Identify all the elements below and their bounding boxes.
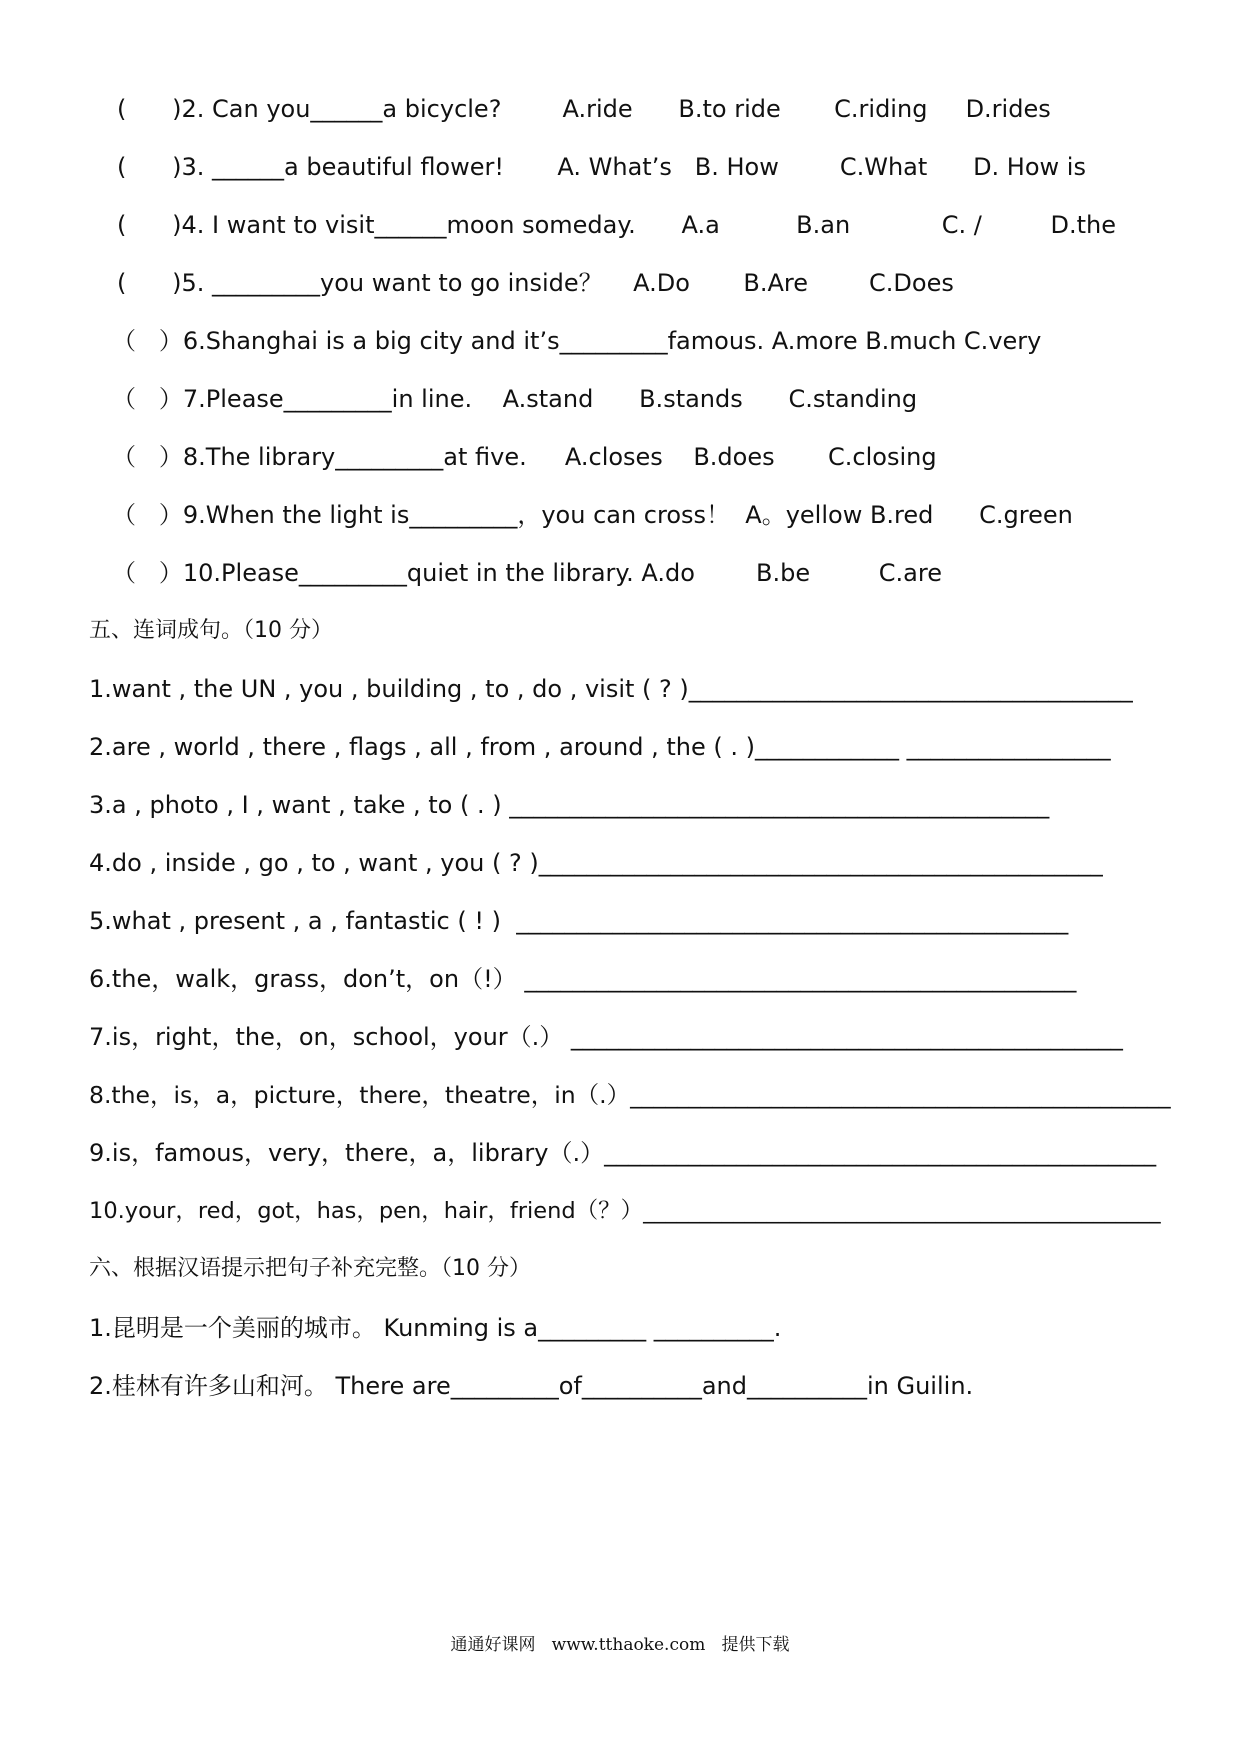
section-6-heading: 六、根据汉语提示把句子补充完整。（10 分） — [89, 1256, 531, 1281]
sentence-item-7: 7.is，right，the，on，school，your（.） ______________________________________________ — [89, 1023, 1123, 1051]
mcq-item-4: ( )4. I want to visit______moon someday. A.a B.an C. / D.the — [117, 211, 1116, 239]
sentence-item-9: 9.is，famous，very，there，a，library（.）______________________________________________ — [89, 1139, 1157, 1167]
completion-item-1: 1.昆明是一个美丽的城市。 Kunming is a_________ __________. — [89, 1314, 782, 1342]
sentence-item-4: 4.do , inside , go , to , want , you ( ? )_______________________________________________ — [89, 849, 1103, 877]
mcq-item-5: ( )5. _________you want to go inside？ A.Do B.Are C.Does — [117, 269, 954, 297]
mcq-item-10: （ ）10.Please_________quiet in the library. A.do B.be C.are — [112, 559, 942, 587]
sentence-item-3: 3.a , photo , I , want , take , to ( . ) _____________________________________________ — [89, 791, 1050, 819]
mcq-item-8: （ ）8.The library_________at five. A.closes B.does C.closing — [112, 443, 937, 471]
section-5-heading: 五、连词成句。（10 分） — [89, 618, 333, 643]
page-footer: 通通好课网 www.tthaoke.com 提供下载 — [450, 1635, 790, 1655]
sentence-item-5: 5.what , present , a , fantastic ( ! ) ______________________________________________ — [89, 907, 1069, 935]
mcq-item-6: （ ）6.Shanghai is a big city and it’s_________famous. A.more B.much C.very — [112, 327, 1042, 355]
sentence-item-6: 6.the，walk，grass，don’t，on（!） ______________________________________________ — [89, 965, 1077, 993]
completion-item-2: 2.桂林有许多山和河。 There are_________of__________and__________in Guilin. — [89, 1372, 974, 1400]
sentence-item-1: 1.want , the UN , you , building , to , do , visit ( ? )_____________________________________ — [89, 675, 1133, 703]
mcq-item-7: （ ）7.Please_________in line. A.stand B.stands C.standing — [112, 385, 918, 413]
mcq-item-3: ( )3. ______a beautiful flower! A. What’s B. How C.What D. How is — [117, 153, 1086, 181]
sentence-item-2: 2.are , world , there , flags , all , from , around , the ( . )____________ _________________ — [89, 733, 1111, 761]
sentence-item-8: 8.the，is，a，picture，there，theatre，in（.）______________________________________________ — [89, 1081, 1171, 1109]
mcq-item-2: ( )2. Can you______a bicycle? A.ride B.to ride C.riding D.rides — [117, 95, 1051, 123]
sentence-item-10: 10.your，red，got，has，pen，hair，friend（？）______________________________________________ — [89, 1198, 1161, 1224]
mcq-item-9: （ ）9.When the light is_________，you can cross！ A。yellow B.red C.green — [112, 501, 1073, 529]
